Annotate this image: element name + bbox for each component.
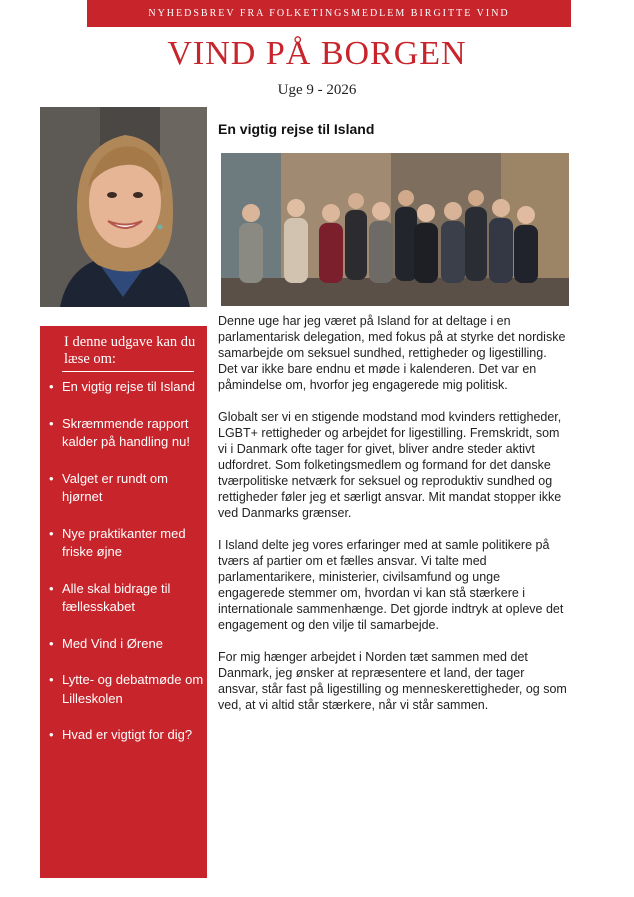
article-paragraph: I Island delte jeg vores erfaringer med at samle politikere på tværs af partier om et fælles ansvar. Vi talte med parlamentarikere, ministerier, civilsamfund og unge engagerede stemmer om, hvordan vi kan stå stærkere i internationale sammenhænge. Det gjorde indtryk at opleve det engagement og den vilje til samarbejde. (218, 538, 564, 632)
newsletter-kicker: NYHEDSBREV FRA FOLKETINGSMEDLEM BIRGITTE VIND (148, 8, 510, 19)
newsletter-title: VIND PÅ BORGEN (167, 35, 467, 72)
contents-heading: I denne udgave kan du læse om: (64, 334, 196, 367)
contents-divider (62, 371, 194, 372)
article-paragraph: Globalt ser vi en stigende modstand mod kvinders rettigheder, LGBT+ rettigheder og arbejdet for ligestilling. Fremskridt, som vi i Danmark ofte tager for givet, bliver andre steder aktivt udfordret. Som folketingsmedlem og formand for det danske tværpolitiske netværk for seksuel og reproduktiv sundhed og rettigheder føler jeg et særligt ansvar. Mit mandat stopper ikke ved Danmarks grænser. (218, 410, 562, 520)
contents-item[interactable]: • Alle skal bidrage til fællesskabet (48, 580, 204, 617)
delegation-photo (221, 153, 569, 306)
contents-item[interactable]: • Skræmmende rapport kalder på handling nu! (48, 415, 204, 452)
contents-list (48, 378, 204, 763)
contents-item[interactable]: • Hvad er vigtigt for dig? (48, 726, 204, 745)
portrait-illustration (40, 107, 207, 307)
author-portrait (40, 107, 207, 307)
contents-item[interactable]: • Med Vind i Ørene (48, 635, 204, 654)
contents-item[interactable]: • Valget er rundt om hjørnet (48, 470, 204, 507)
contents-item[interactable]: • Nye praktikanter med friske øjne (48, 525, 204, 562)
group-photo-illustration (221, 153, 569, 306)
issue-week: Uge 9 - 2026 (277, 82, 357, 98)
contents-sidebar (40, 326, 207, 878)
article-paragraph: For mig hænger arbejdet i Norden tæt sammen med det Danmark, jeg ønsker at repræsentere et land, der tager ansvar, står fast på ligestilling og menneskerettigheder, og som ved, at vi altid står stærkere, når vi står sammen. (218, 650, 567, 712)
article-paragraph: Denne uge har jeg været på Island for at deltage i en parlamentarisk delegation, med fokus på at styrke det nordiske samarbejde om seksuel sundhed, rettigheder og ligestilling. Det var ikke bare endnu et møde i kalenderen. Det var en påmindelse om, hvorfor jeg engagerede mig politisk. (218, 314, 566, 392)
newsletter-kicker-banner (87, 0, 571, 27)
contents-item[interactable]: • Lytte- og debatmøde om Lilleskolen (48, 671, 204, 708)
article-title: En vigtig rejse til Island (218, 121, 375, 137)
article-body (218, 313, 568, 729)
contents-item[interactable]: • En vigtig rejse til Island (48, 378, 204, 397)
